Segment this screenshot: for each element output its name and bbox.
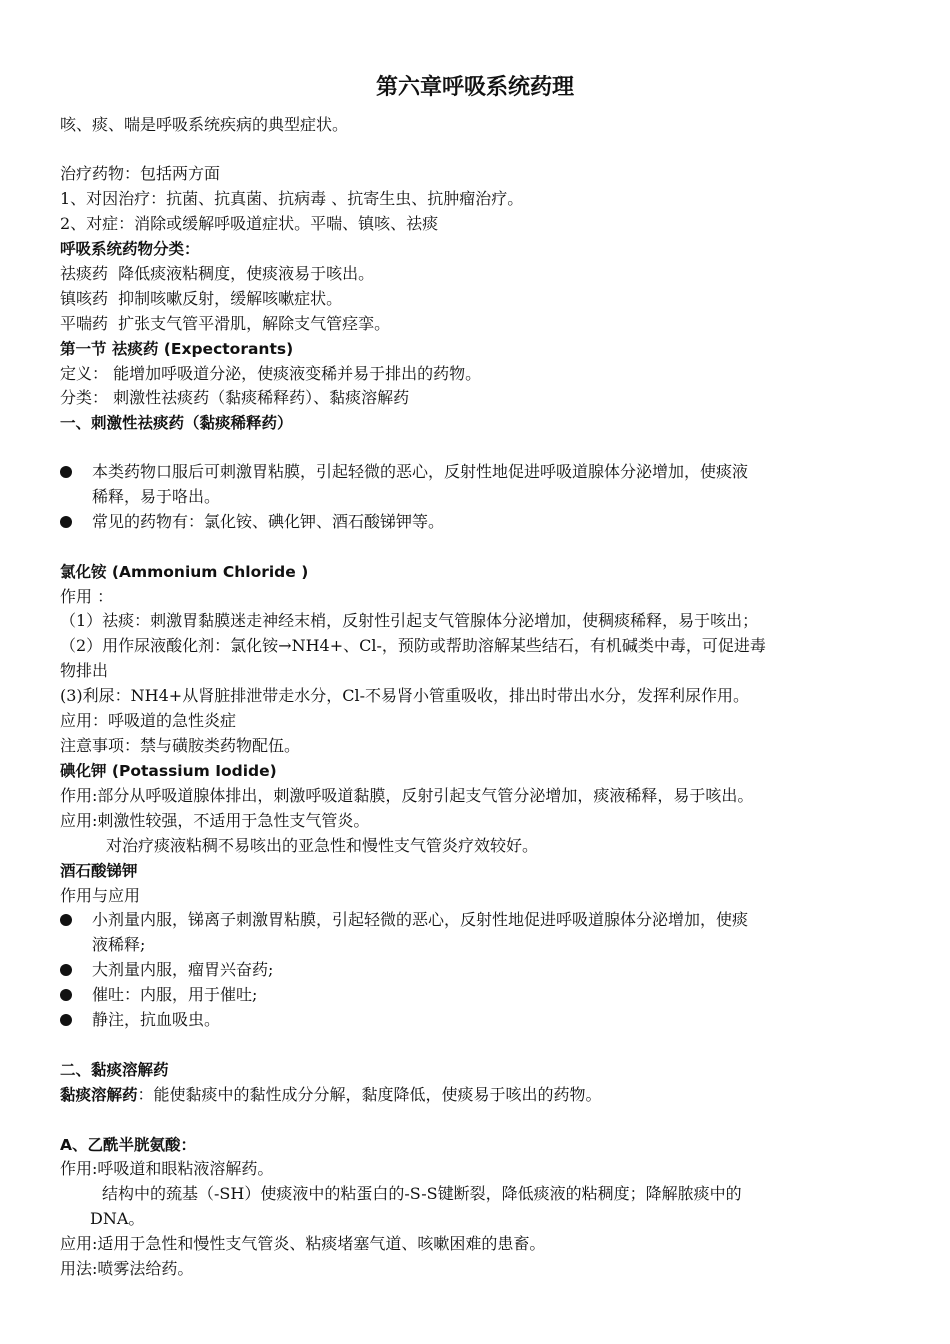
antimony-heading: 酒石酸锑钾 [60,862,138,880]
section1-definition: 定义： 能增加呼吸道分泌，使痰液变稀并易于排出的药物。 [60,364,482,383]
potassium-heading: 碘化钾 (Potassium Iodide) [60,762,277,780]
page-title: 第六章呼吸系统药理 [375,75,574,100]
section1-types: 分类： 刺激性祛痰药（黏痰稀释药）、黏痰溶解药 [60,388,410,407]
bullet-icon [60,989,72,1001]
potassium-use: 应用:刺激性较强，不适用于急性支气管炎。 [60,811,370,830]
list-item-continuation: 稀释，易于咯出。 [92,487,221,506]
bullet-icon [60,914,72,926]
acetylcysteine-use: 应用:适用于急性和慢性支气管炎、粘痰堵塞气道、咳嗽困难的患畜。 [60,1234,546,1253]
acetylcysteine-mechanism-cont: DNA。 [90,1209,145,1228]
ammonium-caution: 注意事项：禁与磺胺类药物配伍。 [60,736,301,755]
treatment-item-1: 1、对因治疗：抗菌、抗真菌、抗病毒 、抗寄生虫、抗肿瘤治疗。 [60,189,524,208]
bullet-icon [60,466,72,478]
bullet-icon [60,516,72,528]
section1-heading: 第一节 祛痰药 (Expectorants) [60,340,294,358]
list-item: 小剂量内服，锑离子刺激胃粘膜，引起轻微的恶心，反射性地促进呼吸道腺体分泌增加，使痰 [92,910,749,929]
classification-antitussive: 镇咳药 抑制咳嗽反射，缓解咳嗽症状。 [60,289,343,308]
section2-definition-text: ：能使黏痰中的黏性成分分解，黏度降低，使痰易于咳出的药物。 [137,1085,602,1104]
list-item: 静注，抗血吸虫。 [92,1010,221,1029]
acetylcysteine-heading: A、乙酰半胱氨酸： [60,1136,196,1154]
acetylcysteine-mechanism: 结构中的巯基（-SH）使痰液中的粘蛋白的-S-S键断裂，降低痰液的粘稠度；降解脓痰中的 [102,1184,742,1203]
list-item: 催吐：内服，用于催吐; [92,985,258,1004]
ammonium-use: 应用：呼吸道的急性炎症 [60,711,237,730]
ammonium-action-3: (3)利尿：NH4+从肾脏排泄带走水分，Cl-不易肾小管重吸收，排出时带出水分，发挥利尿作用。 [60,686,749,705]
ammonium-action-1: （1）祛痰：刺激胃黏膜迷走神经末梢，反射性引起支气管腺体分泌增加，使稠痰稀释，易于咳出； [60,611,759,630]
treatment-item-2: 2、对症：消除或缓解呼吸道症状。平喘、镇咳、祛痰 [60,214,439,233]
antimony-subheading: 作用与应用 [60,886,141,905]
section2-definition-label: 黏痰溶解药 [60,1086,138,1104]
list-item: 常见的药物有：氯化铵、碘化钾、酒石酸锑钾等。 [92,512,445,531]
classification-heading: 呼吸系统药物分类： [60,240,200,258]
ammonium-action-label: 作用 ： [60,587,114,606]
ammonium-action-2: （2）用作尿液酸化剂：氯化铵→NH4+、Cl-，预防或帮助溶解某些结石，有机碱类中毒，可促进毒 [60,636,766,655]
section2-definition [60,1083,900,1108]
list-item: 本类药物口服后可刺激胃粘膜，引起轻微的恶心，反射性地促进呼吸道腺体分泌增加，使痰液 [92,462,749,481]
ammonium-action-2-cont: 物排出 [60,661,109,680]
potassium-use-2: 对治疗痰液粘稠不易咳出的亚急性和慢性支气管炎疗效较好。 [106,836,539,855]
potassium-action: 作用:部分从呼吸道腺体排出，刺激呼吸道黏膜，反射引起支气管分泌增加，痰液稀释，易于咳出。 [60,786,754,805]
classification-expectorant: 祛痰药 降低痰液粘稠度，使痰液易于咳出。 [60,264,375,283]
intro-text: 咳、痰、喘是呼吸系统疾病的典型症状。 [60,115,349,134]
ammonium-heading: 氯化铵 (Ammonium Chloride ) [60,563,309,581]
classification-antiasthmatic: 平喘药 扩张支气管平滑肌，解除支气管痉挛。 [60,314,391,333]
treatment-heading: 治疗药物：包括两方面 [60,164,221,183]
section2-heading: 二、黏痰溶解药 [60,1061,169,1079]
acetylcysteine-action: 作用:呼吸道和眼粘液溶解药。 [60,1159,274,1178]
acetylcysteine-usage: 用法:喷雾法给药。 [60,1259,194,1278]
bullet-icon [60,1014,72,1026]
section1-sub1-heading: 一、刺激性祛痰药（黏痰稀释药） [60,414,293,432]
bullet-icon [60,964,72,976]
list-item-continuation: 液稀释; [92,935,146,954]
list-item: 大剂量内服，瘤胃兴奋药; [92,960,274,979]
